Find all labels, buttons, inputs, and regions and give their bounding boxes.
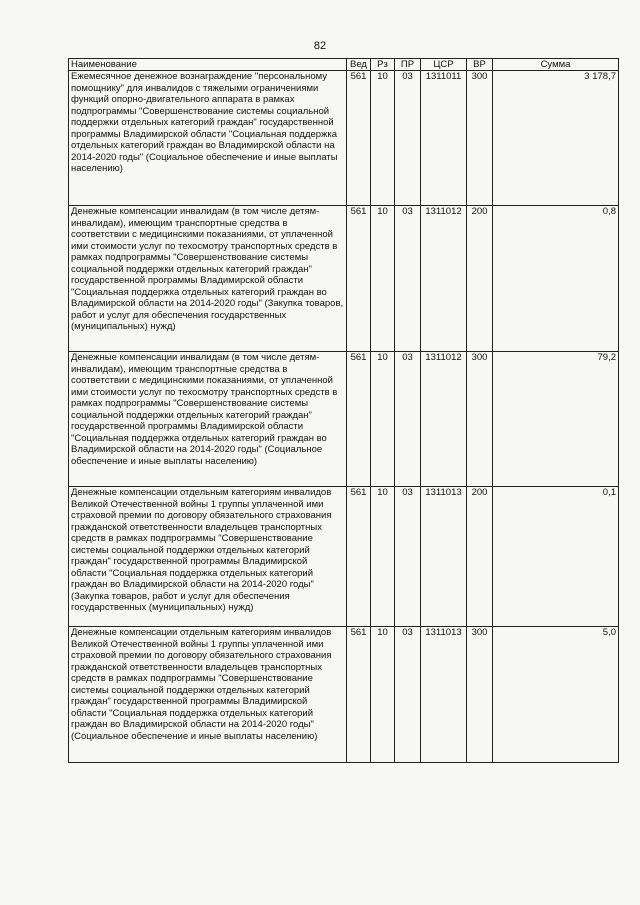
- row-vr: 300: [467, 71, 493, 206]
- header-ved: Вед: [347, 59, 371, 71]
- header-rz: Рз: [371, 59, 395, 71]
- row-rz: 10: [371, 487, 395, 627]
- row-csr: 1311013: [421, 487, 467, 627]
- row-vr: 300: [467, 352, 493, 487]
- row-pr: 03: [395, 627, 421, 763]
- row-pr: 03: [395, 71, 421, 206]
- row-rz: 10: [371, 627, 395, 763]
- row-sum: 0,1: [493, 487, 619, 627]
- table-row: [69, 627, 619, 763]
- row-rz: 10: [371, 71, 395, 206]
- row-sum: 5,0: [493, 627, 619, 763]
- row-sum: 79,2: [493, 352, 619, 487]
- row-ved: 561: [347, 71, 371, 206]
- row-name: Денежные компенсации инвалидам (в том числе детям-инвалидам), имеющим транспортные средства в соответствии с медицинскими показаниями, от уплаченной ими стоимости услуг по техосмотру транспортных средств в рамках подпрограммы "Совершенствование системы социальной поддержки отдельных категорий граждан" государственной программы Владимирской области "Социальная поддержка отдельных категорий граждан во Владимирской области на 2014-2020 годы" (Закупка товаров, работ и услуг для обеспечения государственных (муниципальных) нужд): [69, 206, 347, 352]
- row-ved: 561: [347, 206, 371, 352]
- row-ved: 561: [347, 487, 371, 627]
- row-pr: 03: [395, 352, 421, 487]
- table-row: [69, 206, 619, 352]
- header-name: Наименование: [69, 59, 347, 71]
- row-name: Денежные компенсации отдельным категориям инвалидов Великой Отечественной войны 1 группы уплаченной ими страховой премии по договору обязательного страхования гражданской ответственности владельцев транспортных средств в рамках подпрограммы "Совершенствование системы социальной поддержки отдельных категорий граждан" государственной программы Владимирской области "Социальная поддержка отдельных категорий граждан во Владимирской области на 2014-2020 годы" (Закупка товаров, работ и услуг для обеспечения государственных (муниципальных) нужд): [69, 487, 347, 627]
- row-sum: 3 178,7: [493, 71, 619, 206]
- row-vr: 200: [467, 487, 493, 627]
- row-csr: 1311011: [421, 71, 467, 206]
- header-sum: Сумма: [493, 59, 619, 71]
- row-pr: 03: [395, 206, 421, 352]
- row-csr: 1311013: [421, 627, 467, 763]
- row-csr: 1311012: [421, 206, 467, 352]
- row-vr: 200: [467, 206, 493, 352]
- row-rz: 10: [371, 352, 395, 487]
- row-vr: 300: [467, 627, 493, 763]
- row-pr: 03: [395, 487, 421, 627]
- row-sum: 0,8: [493, 206, 619, 352]
- row-ved: 561: [347, 627, 371, 763]
- row-rz: 10: [371, 206, 395, 352]
- header-pr: ПР: [395, 59, 421, 71]
- table-row: [69, 352, 619, 487]
- row-name: Ежемесячное денежное вознаграждение "персональному помощнику" для инвалидов с тяжелыми ограничениями функций опорно-двигательного аппарата в рамках подпрограммы "Совершенствование системы социальной поддержки отдельных категорий граждан" государственной программы Владимирской области "Социальная поддержка отдельных категорий граждан во Владимирской области на 2014-2020 годы" (Социальное обеспечение и иные выплаты населению): [69, 71, 347, 206]
- table-header-row: [69, 59, 619, 71]
- row-ved: 561: [347, 352, 371, 487]
- table-row: [69, 71, 619, 206]
- budget-table: [68, 58, 619, 763]
- header-csr: ЦСР: [421, 59, 467, 71]
- page-number: 82: [313, 40, 327, 52]
- row-name: Денежные компенсации инвалидам (в том числе детям-инвалидам), имеющим транспортные средства в соответствии с медицинскими показаниями, от уплаченной ими стоимости услуг по техосмотру транспортных средств в рамках подпрограммы "Совершенствование системы социальной поддержки отдельных категорий граждан" государственной программы Владимирской области "Социальная поддержка отдельных категорий граждан во Владимирской области на 2014-2020 годы" (Социальное обеспечение и иные выплаты населению): [69, 352, 347, 487]
- table-row: [69, 487, 619, 627]
- row-name: Денежные компенсации отдельным категориям инвалидов Великой Отечественной войны 1 группы уплаченной ими страховой премии по договору обязательного страхования гражданской ответственности владельцев транспортных средств в рамках подпрограммы "Совершенствование системы социальной поддержки отдельных категорий граждан" государственной программы Владимирской области "Социальная поддержка отдельных категорий граждан во Владимирской области на 2014-2020 годы" (Социальное обеспечение и иные выплаты населению): [69, 627, 347, 763]
- row-csr: 1311012: [421, 352, 467, 487]
- header-vr: ВР: [467, 59, 493, 71]
